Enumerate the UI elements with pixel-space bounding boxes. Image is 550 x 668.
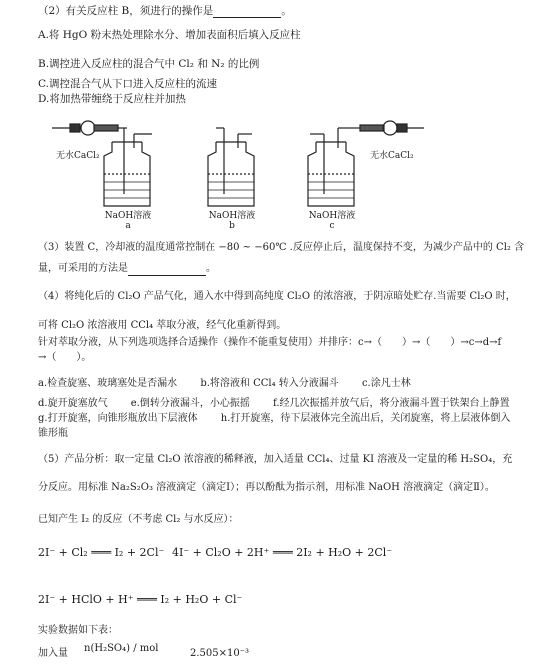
bottle-c-letter: c xyxy=(329,221,335,231)
equation-3: 2I⁻ + HClO + H⁺ ═══ I₂ + H₂O + Cl⁻ xyxy=(38,593,243,606)
table-row-value: 2.505×10⁻³ xyxy=(190,648,250,659)
bottle-a-liquid-label: NaOH溶液 xyxy=(104,211,152,221)
q4-line2: 可将 Cl₂O 浓溶液用 CCl₄ 萃取分液，经气化重新得到。 xyxy=(38,320,287,331)
q4-line1: （4）将纯化后的 Cl₂O 产品气化，通入水中得到高纯度 Cl₂O 的浓溶液，于阴凉暗处贮存.当需要 Cl₂O 时， xyxy=(38,291,516,302)
left-tube-label: 无水CaCl₂ xyxy=(56,151,100,161)
table-intro: 实验数据如下表： xyxy=(38,625,118,636)
q2-answer-blank[interactable] xyxy=(213,6,281,18)
right-tube-label: 无水CaCl₂ xyxy=(370,151,414,161)
q2-end: 。 xyxy=(281,5,292,17)
equation-2: 4I⁻ + Cl₂O + 2H⁺ ═══ 2I₂ + H₂O + 2Cl⁻ xyxy=(172,546,393,559)
table-row-label: 加入量 xyxy=(38,648,68,659)
apparatus-figure xyxy=(0,112,550,222)
q4-line4: →（ ）。 xyxy=(38,352,92,363)
q3-line1: （3）装置 C，冷却液的温度通常控制在 −80 ~ −60℃ .反应停止后，温度保持不变，为减少产品中的 Cl₂ 含 xyxy=(38,242,525,253)
q2-stem-line xyxy=(38,4,292,18)
q5-line3: 已知产生 I₂ 的反应（不考虑 Cl₂ 与水反应）： xyxy=(38,514,239,525)
q5-line2: 分反应。用标准 Na₂S₂O₃ 溶液滴定（滴定Ⅰ）；再以酚酞为指示剂，用标准 NaOH 溶液滴定（滴定Ⅱ）。 xyxy=(38,482,495,493)
q4-options-row3: g.打开旋塞，向锥形瓶放出下层液体 h.打开旋塞，待下层液体完全流出后，关闭旋塞，将上层液体倒入 xyxy=(38,413,511,424)
left-drying-tube xyxy=(52,121,127,135)
q2-option-d: D.将加热带缠绕于反应柱并加热 xyxy=(38,93,186,105)
q3-line2: 量，可采用的方法是 xyxy=(38,263,128,274)
q4-options-row4: 锥形瓶 xyxy=(38,428,68,439)
bottle-a xyxy=(104,128,152,206)
bottle-c xyxy=(308,128,354,206)
q4-options-row2: d.旋开旋塞放气 e.倒转分液漏斗，小心振摇 f.经几次振摇并放气后，将分液漏斗置于铁架台上静置 xyxy=(38,398,510,409)
bottle-b xyxy=(208,128,254,206)
q2-option-b: B.调控进入反应柱的混合气中 Cl₂ 和 N₂ 的比例 xyxy=(38,58,260,70)
bottle-c-liquid-label: NaOH溶液 xyxy=(308,211,356,221)
q2-option-c: C.调控混合气从下口进入反应柱的流速 xyxy=(38,78,217,90)
table-row-unit: n(H₂SO₄) / mol xyxy=(84,643,159,654)
right-drying-tube xyxy=(352,121,424,135)
q2-stem: （2）有关反应柱 B，须进行的操作是 xyxy=(38,5,214,17)
q2-option-a: A.将 HgO 粉末热处理除水分、增加表面积后填入反应柱 xyxy=(38,29,301,41)
bottle-b-liquid-label: NaOH溶液 xyxy=(208,211,256,221)
q3-end: 。 xyxy=(206,263,216,274)
q3-line2-wrap xyxy=(38,262,216,276)
bottle-a-letter: a xyxy=(125,221,131,231)
bottle-b-letter: b xyxy=(229,221,235,231)
q4-options-row1: a.检查旋塞、玻璃塞处是否漏水 b.将溶液和 CCl₄ 转入分液漏斗 c.涂凡士林 xyxy=(38,378,411,389)
equation-1: 2I⁻ + Cl₂ ═══ I₂ + 2Cl⁻ xyxy=(38,546,165,559)
q5-line1: （5）产品分析：取一定量 Cl₂O 浓溶液的稀释液，加入适量 CCl₄、过量 KI 溶液及一定量的稀 H₂SO₄，充 xyxy=(38,454,513,465)
q3-answer-blank[interactable] xyxy=(128,264,206,276)
q4-line3: 针对萃取分液，从下列选项选择合适操作（操作不能重复使用）并排序：c→（ ）→（ ）→c→d→f xyxy=(38,337,502,348)
